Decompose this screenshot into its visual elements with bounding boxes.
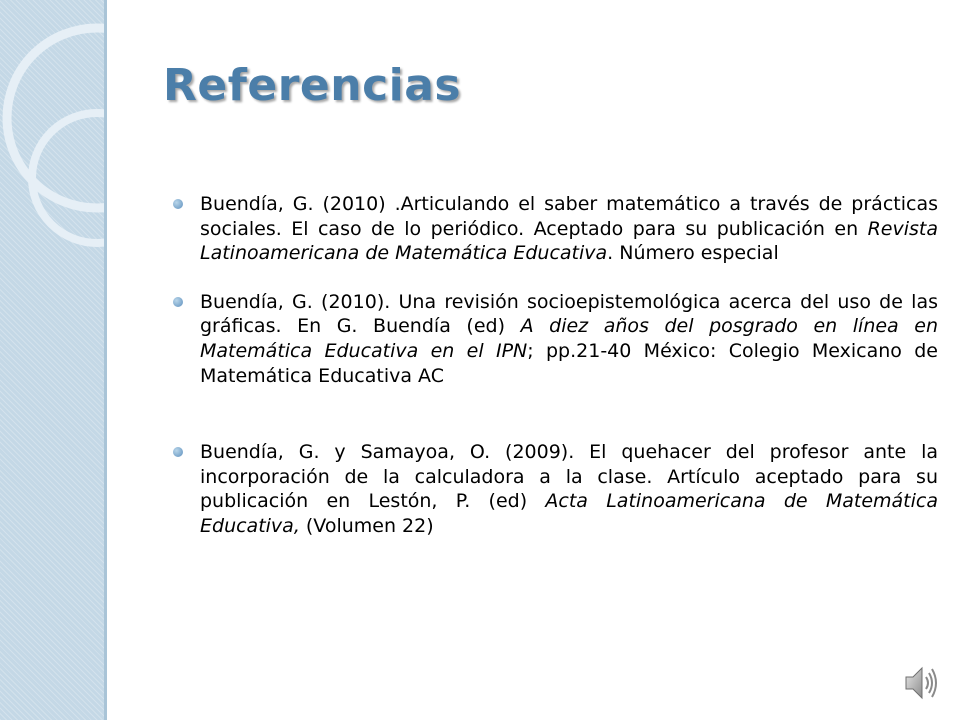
reference-italic: Revista Latinoamericana de Matemática Educativa [200, 217, 938, 265]
ring-decoration-icon [0, 0, 107, 720]
reference-text: Buendía, G. (2010). Una revisión socioepistemológica acerca del uso de las gráficas. En G. Buendía (ed) [200, 290, 938, 338]
reference-text-end: ; pp.21-40 México: Colegio Mexicano de Matemática Educativa AC [200, 339, 938, 387]
bullet-icon [173, 297, 183, 307]
speaker-icon[interactable] [903, 663, 939, 703]
bullet-icon [173, 447, 183, 457]
reference-text: Buendía, G. (2010) .Articulando el saber matemático a través de prácticas sociales. El caso de lo periódico. Aceptado para su publicación en [200, 193, 938, 240]
sidebar-edge [104, 0, 107, 720]
list-item [173, 192, 938, 266]
reference-italic: A diez años del posgrado en línea en Matemática Educativa en el IPN [200, 315, 938, 362]
list-item [173, 290, 938, 388]
list-item [173, 440, 938, 538]
reference-text: Buendía, G. y Samayoa, O. (2009). El quehacer del profesor ante la incorporación de la calculadora a la clase. Artículo aceptado para su publicación en Lestón, P. (ed) [200, 441, 938, 513]
sidebar-decoration [0, 0, 107, 720]
page-title: Referencias [163, 60, 462, 111]
reference-italic: Acta Latinoamericana de Matemática Educativa, [200, 490, 938, 537]
reference-list [173, 192, 938, 539]
reference-text-end: . Número especial [607, 242, 779, 265]
bullet-icon [173, 199, 183, 209]
reference-text-end: (Volumen 22) [299, 514, 434, 537]
